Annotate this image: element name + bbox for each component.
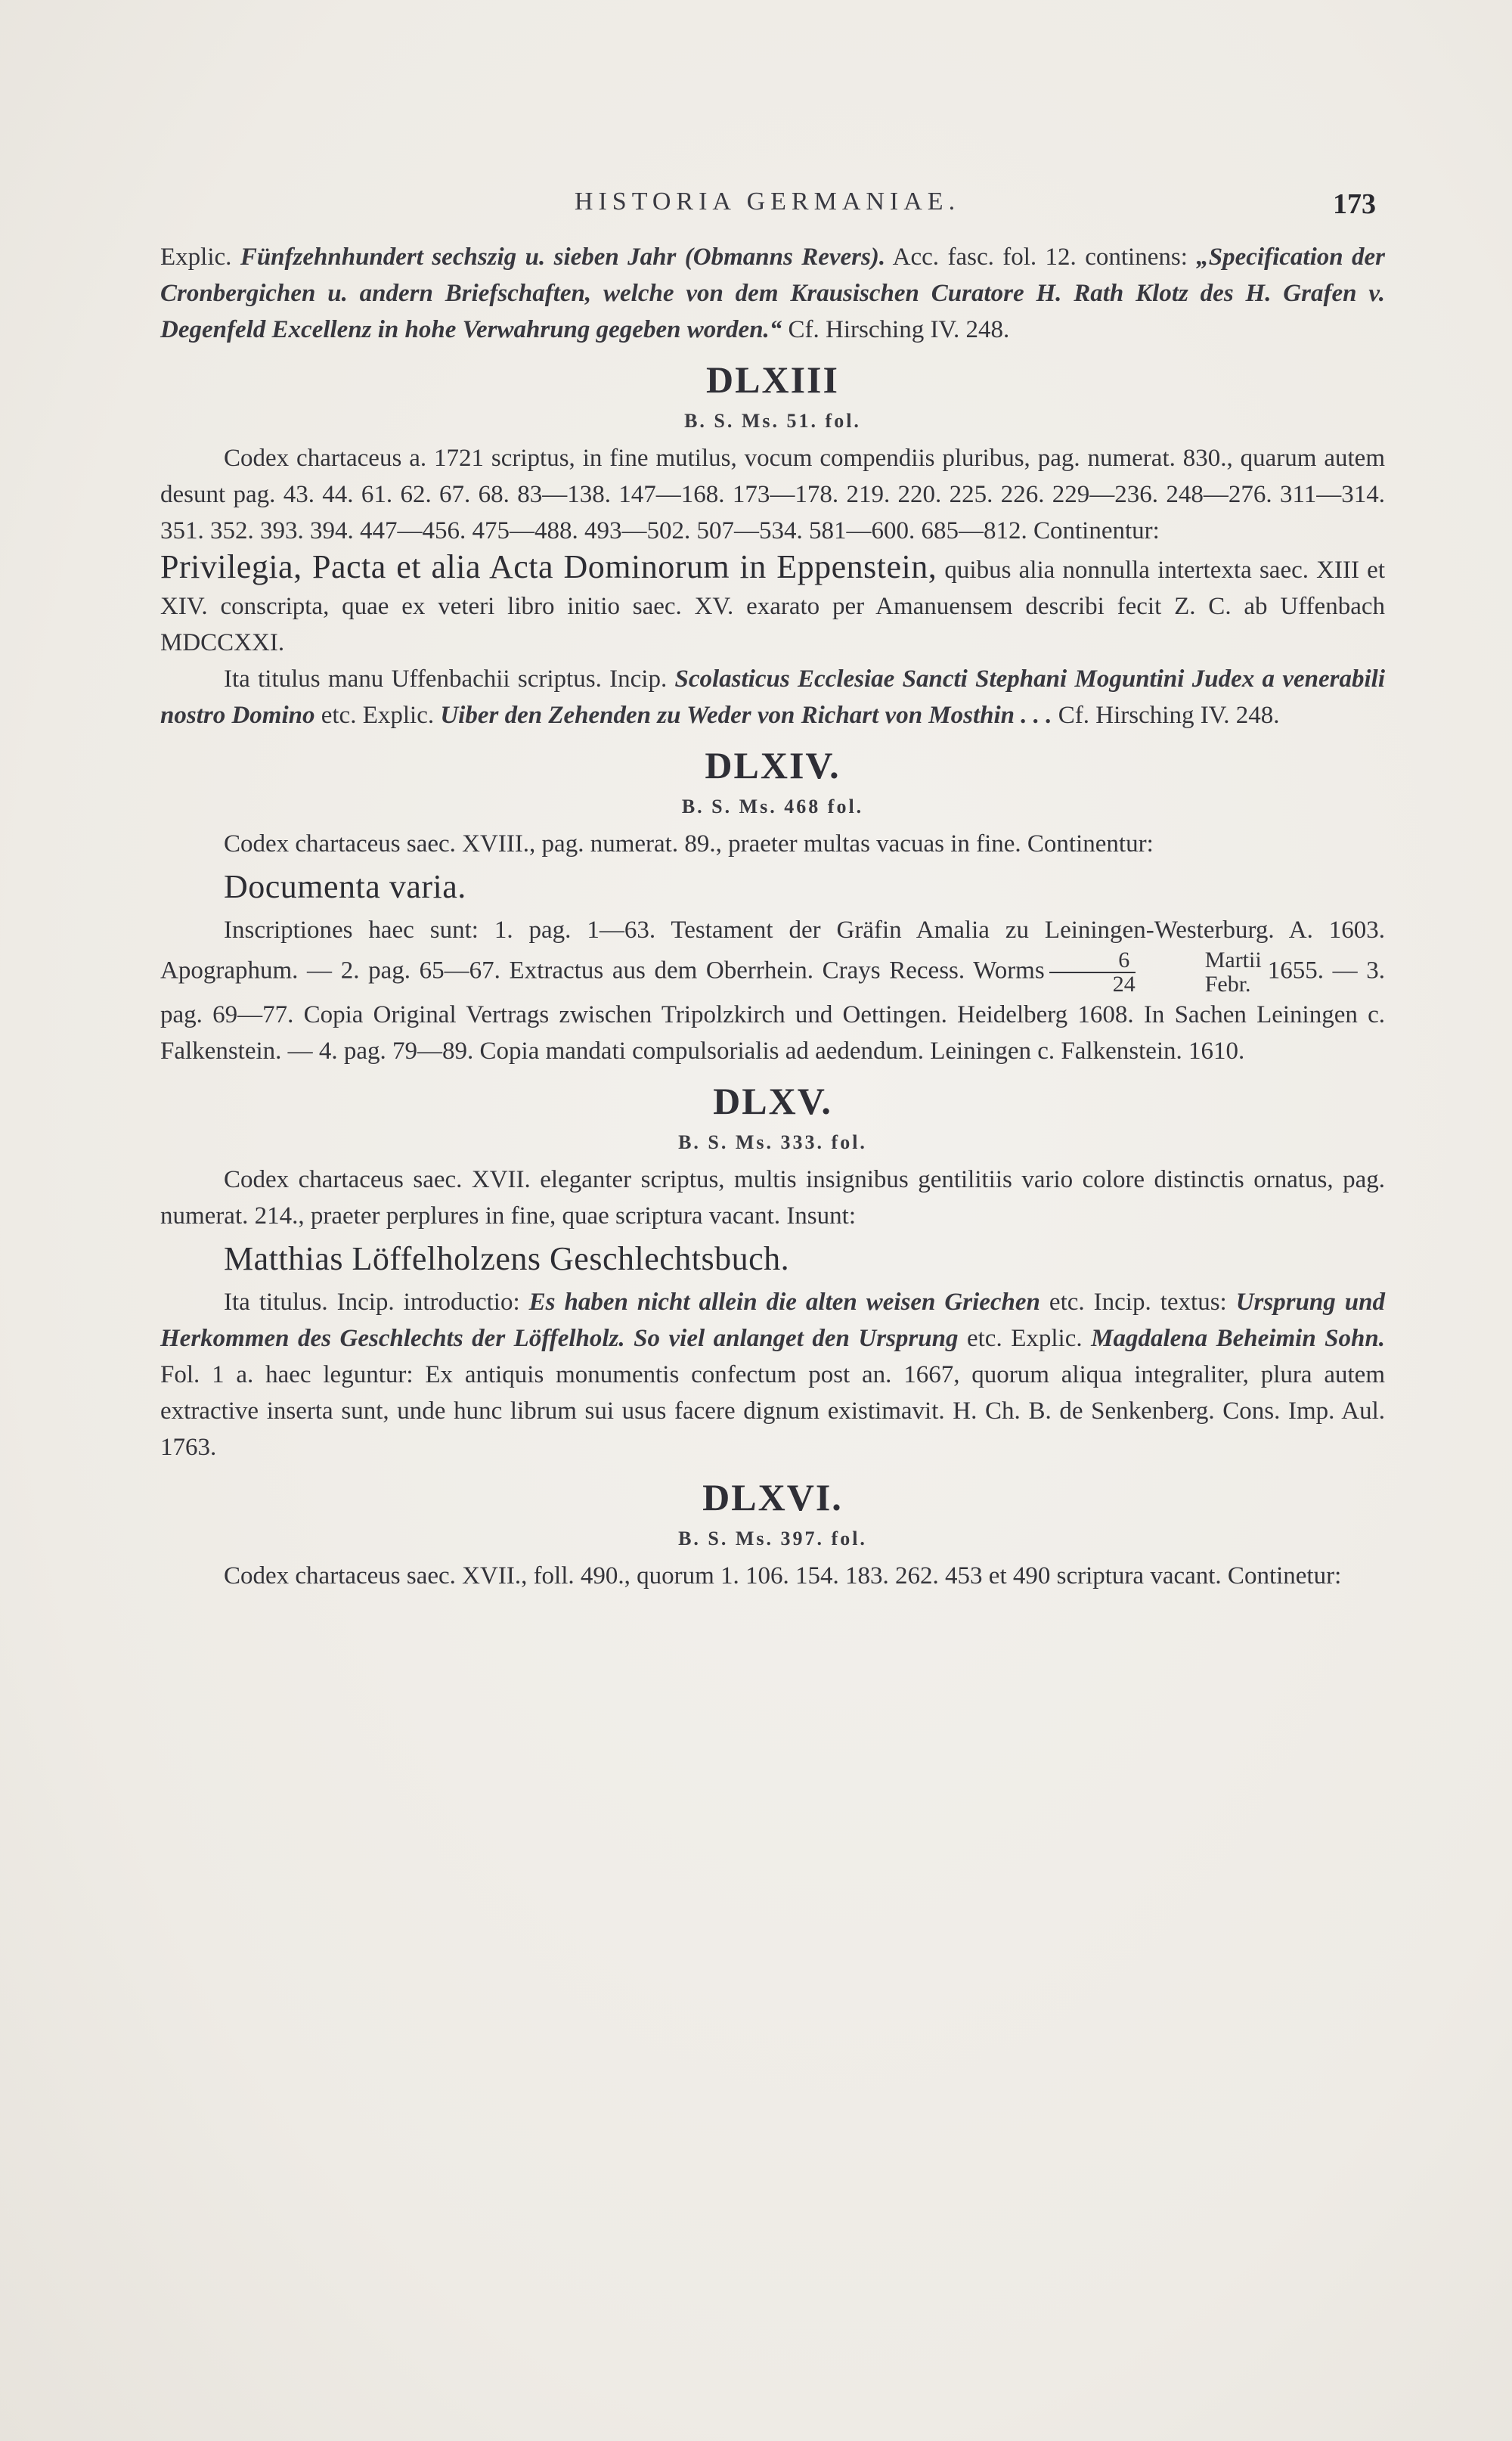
entry-564-description: Codex chartaceus saec. XVIII., pag. numerat. 89., praeter multas vacuas in fine. Continentur: <box>224 830 1154 858</box>
entry-565-text-quote: Ursprung und Herkommen des Geschlechts der Löffelholz. So viel anlanget den Ursprung <box>160 1289 1385 1352</box>
page-header <box>159 188 1376 221</box>
intro-paragraph <box>160 239 1385 348</box>
intro-quote-1: Fünfzehnhundert sechszig u. sieben Jahr (Obmanns Revers). <box>240 243 886 271</box>
entry-566-description: Codex chartaceus saec. XVII., foll. 490., quorum 1. 106. 154. 183. 262. 453 et 490 scriptura vacant. Continetur: <box>224 1562 1342 1590</box>
entry-565-text-e: etc. Explic. <box>958 1325 1092 1352</box>
shelfmark-566: B. S. Ms. 397. fol. <box>678 1528 867 1549</box>
entry-number-565: DLXV. <box>713 1080 832 1122</box>
date-fraction <box>1049 949 1136 996</box>
intro-quote-2: „Specification der Cronbergichen u. andern Briefschaften, welche von dem Krausischen Curatore H. Rath Klotz des H. Grafen v. Degenfeld Excellenz in hohe Verwahrung gegeben worden.“ <box>160 243 1385 343</box>
month-stack <box>1142 948 1262 997</box>
entry-564-text-a: Inscriptiones haec sunt: 1. pag. 1—63. Testament der Gräfin Amalia zu Leiningen-Westerburg. A. 1603. Apographum. — 2. pag. 65—67. Extractus aus dem Oberrhein. Crays Recess. Worms <box>160 917 1385 985</box>
page-body <box>160 239 1385 1594</box>
shelfmark-565: B. S. Ms. 333. fol. <box>678 1131 867 1153</box>
entry-564-inscriptions <box>160 912 1385 1069</box>
entry-number-566: DLXVI. <box>702 1476 843 1518</box>
entry-563-title-rest: quibus alia nonnulla intertexta saec. XIII et XIV. conscripta, quae ex veteri libro initio saec. XV. exarato per Amanuensem describi fecit Z. C. ab Uffenbach MDCCXXI. <box>160 557 1385 656</box>
entry-563-incipit-quote: Scolasticus Ecclesiae Sancti Stephani Moguntini Judex a venerabili nostro Domino <box>160 665 1386 729</box>
entry-563-title: Privilegia, Pacta et alia Acta Dominorum in Eppenstein, <box>160 548 937 585</box>
page-number: 173 <box>1333 188 1376 220</box>
entry-number-564: DLXIV. <box>705 744 841 786</box>
fraction-numerator: 6 <box>1049 949 1136 973</box>
entry-563-title-paragraph <box>160 549 1385 661</box>
running-head: HISTORIA GERMANIAE. <box>574 188 961 216</box>
entry-565-text-g: Fol. 1 a. haec leguntur: Ex antiquis monumentis confectum post an. 1667, quorum aliqua integraliter, plura autem extractive inserta sunt, unde hunc librum sui usus facere dignum existimavit. H. Ch. B. de Senkenberg. Cons. Imp. Aul. 1763. <box>160 1361 1385 1461</box>
entry-565-intro-quote: Es haben nicht allein die alten weisen Griechen <box>528 1289 1040 1316</box>
entry-563-explicit-quote: Uiber den Zehenden zu Weder von Richart von Mosthin . . . <box>440 702 1052 729</box>
shelfmark-564: B. S. Ms. 468 fol. <box>681 796 864 817</box>
entry-563-text-c: etc. Explic. <box>314 702 441 729</box>
entry-563-description: Codex chartaceus a. 1721 scriptus, in fine mutilus, vocum compendiis pluribus, pag. numerat. 830., quarum autem desunt pag. 43. 44. 61. 62. 67. 68. 83—138. 147—168. 173—178. 219. 220. 225. 226. 229—236. 248—276. 311—314. 351. 352. 393. 394. 447—456. 475—488. 493—502. 507—534. 581—600. 685—812. Continentur: <box>160 445 1385 544</box>
entry-565-text-c: etc. Incip. textus: <box>1040 1289 1236 1316</box>
entry-565-notes <box>160 1284 1385 1466</box>
month-bottom: Febr. <box>1204 972 1251 997</box>
entry-564-text-b: 1655. — 3. pag. 69—77. Copia Original Vertrags zwischen Tripolzkirch und Oettingen. Heidelberg 1608. In Sachen Leiningen c. Falkenstein. — 4. pag. 79—89. Copia mandati compulsorialis ad aedendum. Leiningen c. Falkenstein. 1610. <box>160 957 1386 1065</box>
month-top: Martii <box>1204 948 1262 972</box>
entry-565-description: Codex chartaceus saec. XVII. eleganter scriptus, multis insignibus gentilitiis vario colore distinctis ornatus, pag. numerat. 214., praeter perplures in fine, quae scriptura vacant. Insunt: <box>160 1166 1385 1230</box>
fraction-denominator: 24 <box>1112 972 1136 997</box>
entry-563-text-a: Ita titulus manu Uffenbachii scriptus. Incip. <box>224 665 675 693</box>
intro-text-e: Cf. Hirsching IV. 248. <box>782 316 1010 343</box>
shelfmark-563: B. S. Ms. 51. fol. <box>684 410 861 432</box>
intro-text-a: Explic. <box>160 243 240 271</box>
entry-565-text-a: Ita titulus. Incip. introductio: <box>224 1289 529 1316</box>
entry-564-heading: Documenta varia. <box>224 868 466 905</box>
entry-number-563: DLXIII <box>706 358 839 401</box>
entry-565-explicit-quote: Magdalena Beheimin Sohn. <box>1091 1325 1385 1352</box>
entry-563-text-e: Cf. Hirsching IV. 248. <box>1052 702 1280 729</box>
intro-text-c: Acc. fasc. fol. 12. continens: <box>885 243 1197 271</box>
entry-563-incipit <box>160 661 1385 734</box>
entry-565-heading: Matthias Löffelholzens Geschlechtsbuch. <box>224 1240 790 1277</box>
